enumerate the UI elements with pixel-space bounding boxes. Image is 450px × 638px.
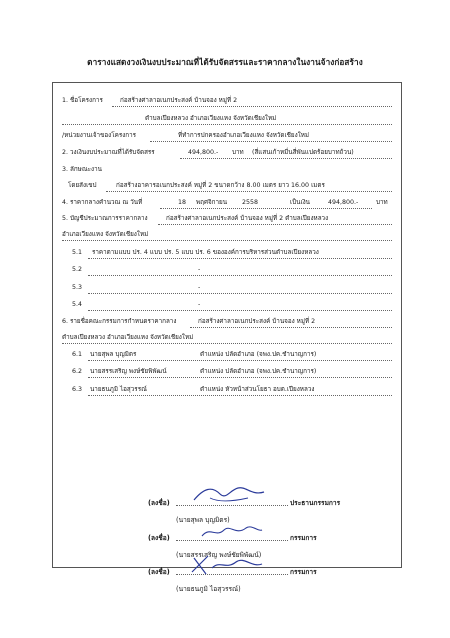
budget-unit: บาท <box>232 149 244 156</box>
dotted-line <box>190 327 392 328</box>
dotted-line <box>88 360 392 361</box>
item6-label: 6. รายชื่อคณะกรรมการกำหนดราคากลาง <box>62 318 177 325</box>
sub-num: 5.3 <box>72 284 83 291</box>
sign-name: (นายสรรเสริญ พงษ์ชัยพิพัฒน์) <box>176 551 262 559</box>
handwritten-signature <box>186 552 266 578</box>
member-num: 6.1 <box>72 351 83 358</box>
sub-num: 5.1 <box>72 249 83 256</box>
dotted-line <box>180 158 392 159</box>
calc-amount-label: เป็นเงิน <box>290 199 310 206</box>
sub-text: - <box>198 284 201 291</box>
member-name: นายสุพล บุญมิตร <box>90 351 137 358</box>
sub-num: 5.4 <box>72 301 83 308</box>
sign-label: (ลงชื่อ) <box>148 568 170 576</box>
dotted-line <box>160 208 372 209</box>
sign-name: (นายธนภูมิ ไอสุวรรณ์) <box>176 585 241 593</box>
dotted-line <box>112 106 392 107</box>
sign-label: (ลงชื่อ) <box>148 534 170 542</box>
project-location: ตำบลเปียงหลวง อำเภอเวียงแหง จังหวัดเชียงใหม่ <box>145 115 277 122</box>
dotted-line <box>62 240 392 241</box>
dotted-line <box>62 124 392 125</box>
calc-day: 18 <box>178 199 187 206</box>
dotted-line <box>88 293 392 294</box>
estimate-project: ก่อสร้างศาลาอเนกประสงค์ บ้านจอง หมู่ที่ 2 ตำบลเปียงหลวง <box>166 215 329 222</box>
item5-label: 5. บัญชีประมาณการราคากลาง <box>62 215 148 222</box>
item4-label: 4. ราคากลางคำนวณ ณ วันที่ <box>62 199 143 206</box>
sub-text: - <box>198 301 201 308</box>
agency-label: /หน่วยงานเจ้าของโครงการ <box>62 132 137 139</box>
member-name: นายธนภูมิ ไอสุวรรณ์ <box>90 386 147 393</box>
dotted-line <box>88 258 392 259</box>
member-position: ตำแหน่ง ปลัดอำเภอ (จพง.ปค.ชำนาญการ) <box>200 368 317 375</box>
member-num: 6.3 <box>72 386 83 393</box>
item2-label: 2. วงเงินงบประมาณที่ได้รับจัดสรร <box>62 149 155 156</box>
handwritten-signature <box>190 482 270 506</box>
estimate-location: อำเภอเวียงแหง จังหวัดเชียงใหม่ <box>62 231 149 238</box>
item1-label: 1. ชื่อโครงการ <box>62 97 103 104</box>
committee-location: ตำบลเปียงหลวง อำเภอเวียงแหง จังหวัดเชียงใหม่ <box>62 334 194 341</box>
sub-num: 5.2 <box>72 266 83 273</box>
dotted-line <box>158 224 392 225</box>
dotted-line <box>62 343 392 344</box>
document-title: ตารางแสดงวงเงินงบประมาณที่ได้รับจัดสรรและราคากลางในงานจ้างก่อสร้าง <box>87 57 363 67</box>
calc-amount: 494,800.- <box>328 199 359 206</box>
dotted-line <box>88 310 392 311</box>
committee-project: ก่อสร้างศาลาอเนกประสงค์ บ้านจอง หมู่ที่ 2 <box>198 318 316 325</box>
work-summary: ก่อสร้างอาคารอเนกประสงค์ หมู่ที่ 2 ขนาดกว้าง 8.00 เมตร ยาว 16.00 เมตร <box>116 182 325 189</box>
dotted-line <box>106 191 392 192</box>
member-name: นายสรรเสริญ พงษ์ชัยพิพัฒน์ <box>90 368 167 375</box>
dotted-line <box>150 141 392 142</box>
handwritten-signature <box>196 522 266 542</box>
sign-role: กรรมการ <box>290 534 317 542</box>
dotted-line <box>88 395 392 396</box>
sub-text: ราคาตามแบบ ปร. 4 แบบ ปร. 5 แบบ ปร. 6 ขององค์การบริหารส่วนตำบลเปียงหลวง <box>92 249 319 256</box>
agency-value: ที่ทำการปกครองอำเภอเวียงแหง จังหวัดเชียงใหม่ <box>178 132 310 139</box>
sub-text: - <box>198 266 201 273</box>
calc-unit: บาท <box>376 199 388 206</box>
sign-label: (ลงชื่อ) <box>148 499 170 507</box>
member-position: ตำแหน่ง ปลัดอำเภอ (จพง.ปค.ชำนาญการ) <box>200 351 317 358</box>
dotted-line <box>88 275 392 276</box>
sign-role: กรรมการ <box>290 568 317 576</box>
member-position: ตำแหน่ง หัวหน้าส่วนโยธา อบต.เปียงหลวง <box>200 386 315 393</box>
dotted-line <box>88 377 392 378</box>
sign-role: ประธานกรรมการ <box>290 499 341 507</box>
project-name: ก่อสร้างศาลาอเนกประสงค์ บ้านจอง หมู่ที่ 2 <box>120 97 238 104</box>
item3-label: 3. ลักษณะงาน <box>62 166 102 173</box>
calc-month: พฤศจิกายน <box>196 199 227 206</box>
budget-text: (สี่แสนเก้าหมื่นสี่พันแปดร้อยบาทถ้วน) <box>252 149 354 156</box>
sign-name: (นายสุพล บุญมิตร) <box>176 516 230 524</box>
budget-amount: 494,800.- <box>188 149 219 156</box>
calc-year: 2558 <box>242 199 259 206</box>
summary-label: โดยสังเขป <box>68 182 97 189</box>
member-num: 6.2 <box>72 368 83 375</box>
